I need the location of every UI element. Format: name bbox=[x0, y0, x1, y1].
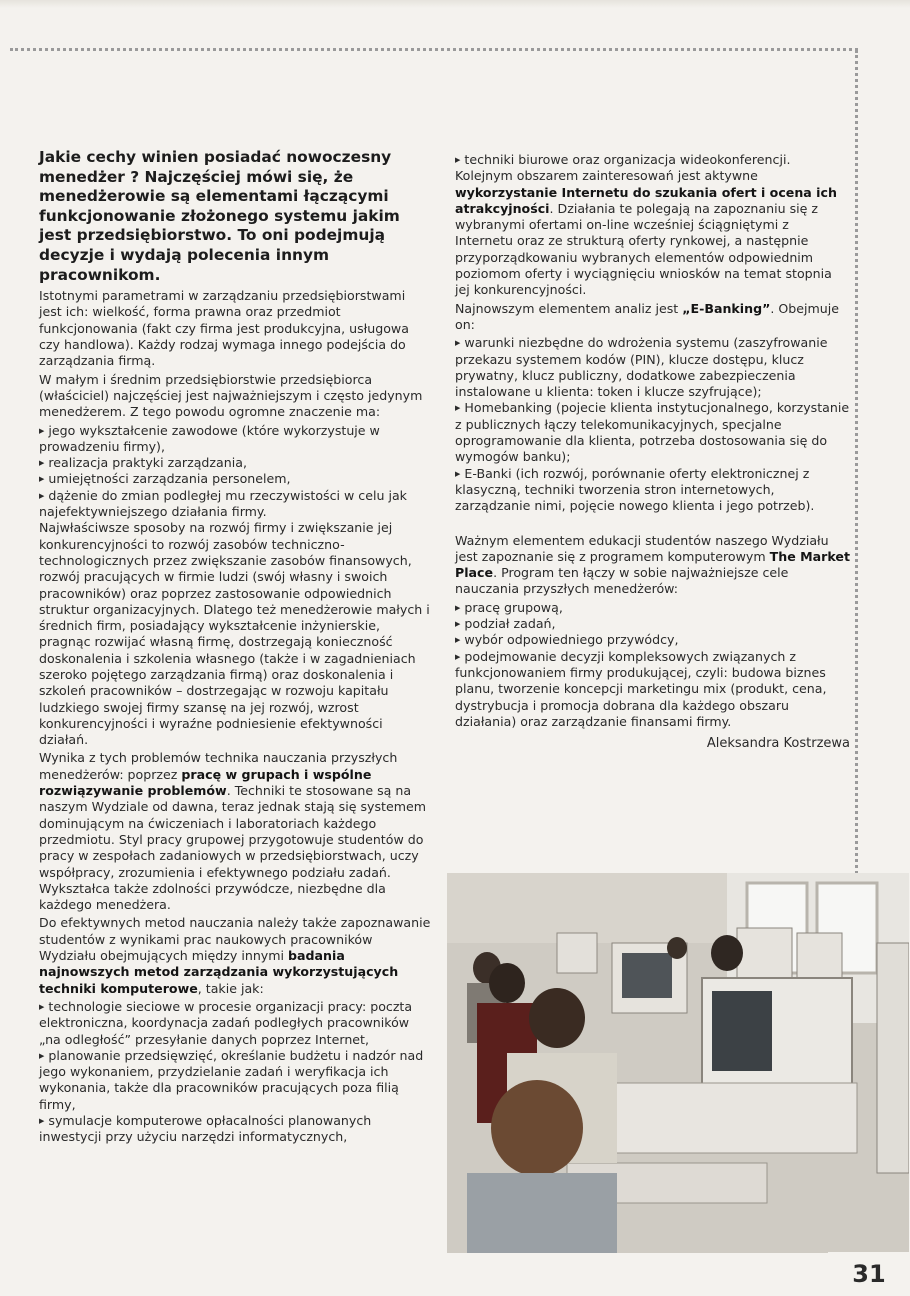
text-span: Wynika z tych problemów technika nauczania przyszłych menedżerów: poprzez bbox=[39, 750, 398, 782]
right-column bbox=[455, 152, 850, 752]
list-item: ▶ planowanie przedsięwzięć, określanie budżetu i nadzór nad jego wykonaniem, przydzielanie zadań i weryfikacja ich wykonania, także dla pracowników pracujących poza filią firmy, bbox=[39, 1048, 431, 1113]
page-top-edge bbox=[0, 0, 910, 8]
computer-lab-illustration bbox=[447, 873, 909, 1253]
bold-phrase: pracę w grupach i wspólne rozwiązywanie problemów bbox=[39, 766, 372, 799]
list-item: ▶ techniki biurowe oraz organizacja wideokonferencji. bbox=[455, 152, 850, 168]
bold-phrase: wykorzystanie Internetu do szukania ofert i ocena ich atrakcyjności bbox=[455, 184, 837, 216]
bold-phrase: „E-Banking” bbox=[682, 300, 771, 316]
text-span: Ważnym elementem edukacji studentów naszego Wydziału jest zapoznanie się z programem komputerowym bbox=[455, 532, 829, 564]
list-item: ▶ umiejętności zarządzania personelem, bbox=[39, 471, 431, 487]
paragraph: W małym i średnim przedsiębiorstwie przedsiębiorca (właściciel) najczęściej jest najważniejszym i często jedynym menedżerem. Z tego powodu ogromne znaczenie ma: bbox=[39, 371, 423, 420]
text-span: . Techniki te stosowane są na naszym Wydziale od dawna, teraz jednak stają się systemem dominującym na ćwiczeniach i laboratoriach każdego przedmiotu. Styl pracy grupowej przygotowuje studentów do pracy w zespołach zadaniowych w przedsiębiorstwach, uczy współpracy, zrozumienia i efektywnego podziału zadań. Wykształca także zdolności przywódcze, niezbędne dla każdego menedżera. bbox=[39, 783, 426, 913]
dotted-rule-top bbox=[10, 48, 858, 51]
list-item: ▶ dążenie do zmian podległej mu rzeczywistości w celu jak najefektywniejszego działania firmy. bbox=[39, 488, 431, 521]
list-item: ▶ realizacja praktyki zarządzania, bbox=[39, 455, 431, 471]
computer-lab-photo bbox=[447, 873, 909, 1253]
left-column bbox=[39, 148, 431, 1146]
list-item: ▶ warunki niezbędne do wdrożenia systemu (zaszyfrowanie przekazu systemem kodów (PIN), klucze dostępu, klucz prywatny, klucz publiczny, dodatkowe zabezpieczenia instalowane u klienta: token i klucze szyfrujące); bbox=[455, 335, 850, 400]
list-item: ▶ podejmowanie decyzji kompleksowych związanych z funkcjonowaniem firmy produkującej, czyli: budowa biznes planu, tworzenie koncepcji marketingu mix (produkt, cena, dystrybucja i promocja dobrana dla każdego obszaru działania) oraz zarządzanie finansami firmy. bbox=[455, 649, 850, 730]
list-item: ▶ pracę grupową, bbox=[455, 600, 850, 616]
bold-phrase: badania najnowszych metod zarządzania wykorzystujących techniki komputerowe bbox=[39, 948, 399, 996]
list-item: ▶ jego wykształcenie zawodowe (które wykorzystuje w prowadzeniu firmy), bbox=[39, 423, 431, 456]
list-item: ▶ technologie sieciowe w procesie organizacji pracy: poczta elektroniczna, koordynacja zadań podległych pracowników „na odległość” przesyłanie danych poprzez Internet, bbox=[39, 999, 431, 1048]
spacer bbox=[455, 515, 850, 533]
paragraph: Najwłaściwsze sposoby na rozwój firmy i zwiększanie jej konkurencyjności to rozwój zasobów techniczno-technologicznych przez zwiększanie zasobów finansowych, rozwój pracujących w firmie ludzi (swój własny i swoich pracowników) oraz poprzez zastosowanie odpowiednich struktur organizacyjnych. Dlatego też menedżerowie małych i średnich firm, posiadający wykształcenie inżynierskie, pragnąc rozwijać własną firmę, dostrzegają konieczność doskonalenia i szkolenia własnego (także i w zagadnieniach szeroko pojętego zarządzania firmą) oraz doskonalenia i szkoleń pracowników – dostrzegając w rozwoju kapitału ludzkiego swojej firmy szansę na jej rozwój, wzrost konkurencyjności i wyraźne podniesienie efektywności działań. bbox=[39, 520, 430, 748]
text-span: Do efektywnych metod nauczania należy także zapoznawanie studentów z wynikami prac naukowych pracowników Wydziału obejmujących między innymi bbox=[39, 915, 431, 964]
bold-phrase: The Market Place bbox=[455, 548, 850, 581]
author-signature: Aleksandra Kostrzewa bbox=[706, 736, 850, 752]
text-span: . Obejmuje on: bbox=[455, 300, 840, 332]
list-item: ▶ E-Banki (ich rozwój, porównanie oferty elektronicznej z klasyczną, techniki tworzenia stron internetowych, zarządzanie nimi, pojęcie nowego klienta i jego potrzeb). bbox=[455, 466, 850, 515]
paragraph bbox=[455, 301, 850, 334]
paragraph: Istotnymi parametrami w zarządzaniu przedsiębiorstwami jest ich: wielkość, forma prawna oraz przedmiot funkcjonowania (fakt czy firma jest produkcyjna, usługowa czy handlowa). Każdy rodzaj wymaga innego podejścia do zarządzania firmą. bbox=[39, 288, 409, 369]
text-span: , takie jak: bbox=[197, 980, 264, 996]
lead-heading: Jakie cechy winien posiadać nowoczesny menedżer ? Najczęściej mówi się, że menedżerowie są elementami łączącymi funkcjonowanie złożonego systemu jakim jest przedsiębiorstwo. To oni podejmują decyzje i wydają polecenia innym pracownikom. bbox=[39, 148, 400, 284]
text-span: . Program ten łączy w sobie najważniejsze cele nauczania przyszłych menedżerów: bbox=[455, 565, 789, 597]
text-span: Najnowszym elementem analiz jest bbox=[455, 300, 683, 316]
list-item: ▶ Homebanking (pojecie klienta instytucjonalnego, korzystanie z publicznych łączy telekomunikacyjnych, specjalne oprogramowanie dla klienta, potrzeba dostosowania się do wymogów banku); bbox=[455, 400, 850, 465]
paragraph bbox=[455, 533, 850, 598]
dotted-rule-right bbox=[855, 50, 858, 880]
paragraph bbox=[455, 168, 850, 298]
list-item: ▶ wybór odpowiedniego przywódcy, bbox=[455, 632, 850, 648]
paragraph bbox=[39, 915, 431, 996]
list-item: ▶ symulacje komputerowe opłacalności planowanych inwestycji przy użyciu narzędzi informatycznych, bbox=[39, 1113, 431, 1146]
text-span: Kolejnym obszarem zainteresowań jest aktywne bbox=[455, 168, 758, 184]
list-item: ▶ podział zadań, bbox=[455, 616, 850, 632]
page-number: 31 bbox=[828, 1252, 910, 1296]
text-span: . Działania te polegają na zapoznaniu się z wybranymi ofertami on-line wcześniej ściągniętymi z Internetu oraz ze strukturą oferty rynkowej, a następnie przyporządkowaniu wybranych elementów odpowiednim poziomom oferty i wyciągnięciu wniosków na temat stopnia jej konkurencyjności. bbox=[455, 200, 832, 298]
paragraph bbox=[39, 750, 431, 913]
